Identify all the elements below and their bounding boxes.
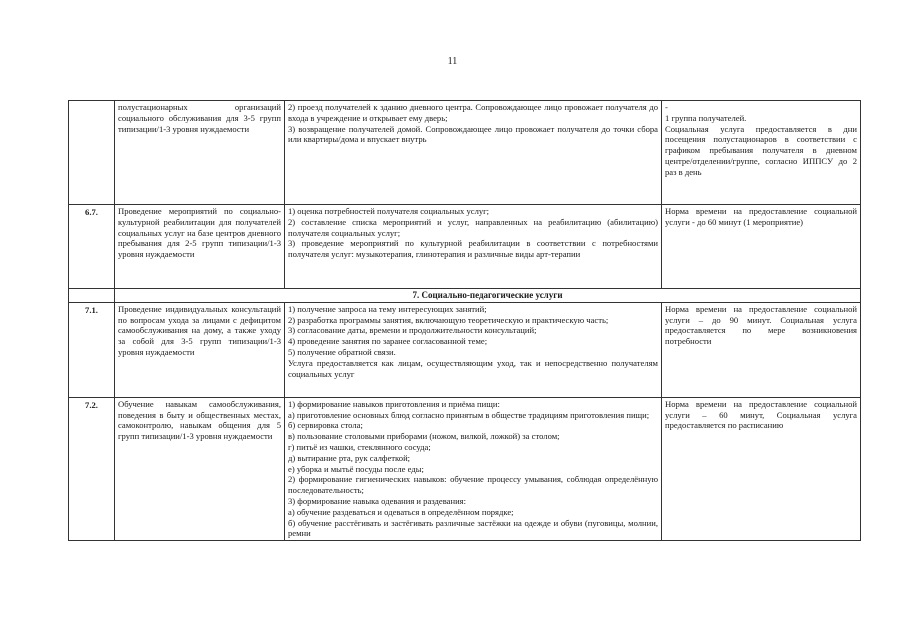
row-number: 7.2. — [69, 397, 115, 540]
service-name: Проведение мероприятий по социально-культурной реабилитации для получателей социальных услуг на базе центров дневного пребывания для 2-5 групп типизации/1-3 уровня нуждаемости — [115, 205, 285, 289]
table-row — [69, 205, 861, 289]
content-line: 2) разработка программы занятия, включающую теоретическую и практическую часть; — [288, 314, 609, 325]
content-line: а) приготовление основных блюд согласно принятым в обществе традициям приготовления пищи; — [288, 409, 650, 420]
service-norm — [662, 205, 861, 289]
service-norm — [662, 101, 861, 205]
content-line: 2) проезд получателей к зданию дневного центра. Сопровождающее лицо провожает получателя до входа в учреждение и открывает ему дверь; — [288, 102, 658, 123]
content-line: 3) согласование даты, времени и продолжительности консультаций; — [288, 325, 537, 336]
table-row — [69, 101, 861, 205]
content-line: 3) проведение мероприятий по культурной реабилитации в соответствии с потребностями получателя услуг: музыкотерапия, глинотерапия и различные виды арт-терапии — [288, 238, 658, 260]
service-name: Обучение навыкам самообслуживания, поведения в быту и общественных местах, самоконтролю, навыкам общения для 5 групп типизации/1-3 уровня нуждаемости — [115, 397, 285, 540]
section-heading: 7. Социально-педагогические услуги — [115, 289, 861, 303]
service-name: Проведение индивидуальных консультаций по вопросам ухода за лицами с дефицитом самообслуживания на дому, а также уходу за собой для 3-5 групп типизации/1-3 уровня нуждаемости — [115, 302, 285, 397]
norm-line: - — [665, 102, 668, 112]
service-norm — [662, 397, 861, 540]
content-line: 1) формирование навыков приготовления и приёма пищи: — [288, 398, 500, 409]
service-content — [285, 101, 662, 205]
content-line: б) обучение расстёгивать и застёгивать различные застёжки на одежде и обуви (пуговицы, молнии, ремни — [288, 517, 658, 539]
content-line: 3) формирование навыка одевания и раздевания: — [288, 495, 467, 506]
service-content — [285, 397, 662, 540]
content-line: 1) получение запроса на тему интересующих занятий; — [288, 303, 487, 314]
content-line: 3) возвращение получателей домой. Сопровождающее лицо провожает получателя до точки сбора или квартиры/дома и впускает внутрь — [288, 123, 658, 145]
norm-line: Норма времени на предоставление социальной услуги - до 60 минут (1 мероприятие) — [665, 206, 857, 227]
content-line: г) питьё из чашки, стеклянного сосуда; — [288, 441, 431, 452]
service-norm — [662, 302, 861, 397]
services-table — [68, 100, 861, 541]
content-line: 5) получение обратной связи. — [288, 346, 396, 357]
row-number: 7.1. — [69, 302, 115, 397]
content-line: 4) проведение занятия по заранее согласованной теме; — [288, 336, 488, 347]
content-line: е) уборка и мытьё посуды после еды; — [288, 463, 424, 474]
content-line: 2) формирование гигиенических навыков: обучение процессу умывания, соблюдая определённую последовательность; — [288, 474, 658, 496]
norm-line: 1 группа получателей. — [665, 112, 747, 123]
section-heading-row — [69, 289, 861, 303]
table-row — [69, 302, 861, 397]
content-line: б) сервировка стола; — [288, 420, 363, 431]
norm-line: Норма времени на предоставление социальной услуги – 60 минут, Социальная услуга предоставляется по расписанию — [665, 398, 857, 431]
service-content — [285, 302, 662, 397]
content-line: 2) составление списка мероприятий и услуг, направленных на реабилитацию (абилитацию) получателя социальных услуг; — [288, 216, 658, 238]
content-line: в) пользование столовыми приборами (ножом, вилкой, ложкой) за столом; — [288, 431, 560, 442]
service-name: полустационарных организаций социального обслуживания для 3-5 групп типизации/1-3 уровня нуждаемости — [115, 101, 285, 205]
table-row — [69, 397, 861, 540]
content-line: Услуга предоставляется как лицам, осуществляющим уход, так и непосредственно получателям социальных услуг — [288, 357, 658, 379]
content-line: 1) оценка потребностей получателя социальных услуг; — [288, 206, 490, 216]
norm-line: Социальная услуга предоставляется в дни посещения полустационаров в соответствии с графиком пребывания получателя в дневном центре/отделении/группе, согласно ИППСУ до 2 раз в день — [665, 123, 857, 177]
norm-line: Норма времени на предоставление социальной услуги – до 90 минут. Социальная услуга предоставляется по мере возникновения потребности — [665, 303, 857, 347]
content-line: а) обучение раздеваться и одеваться в определённом порядке; — [288, 506, 514, 517]
service-content — [285, 205, 662, 289]
row-number: 6.7. — [69, 205, 115, 289]
row-number — [69, 101, 115, 205]
content-line: д) вытирание рта, рук салфеткой; — [288, 452, 411, 463]
page-number: 11 — [447, 56, 458, 67]
